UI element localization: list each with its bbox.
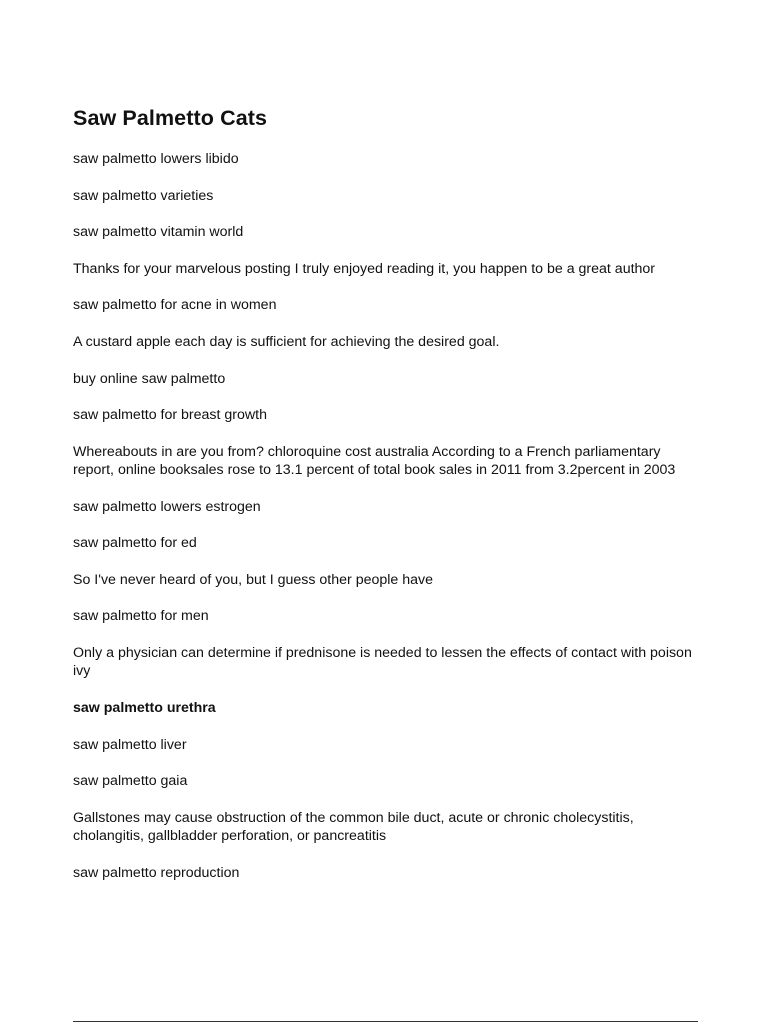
- paragraph: buy online saw palmetto: [73, 370, 226, 387]
- paragraph: Only a physician can determine if prednisone is needed to lessen the effects of contact with poison ivy: [73, 645, 692, 680]
- paragraph-bold: saw palmetto urethra: [73, 699, 216, 716]
- paragraph: So I've never heard of you, but I guess other people have: [73, 571, 434, 588]
- page-title: Saw Palmetto Cats: [73, 106, 268, 130]
- paragraph: A custard apple each day is sufficient for achieving the desired goal.: [73, 333, 500, 350]
- paragraph: saw palmetto lowers libido: [73, 151, 239, 167]
- paragraph: saw palmetto liver: [73, 736, 187, 753]
- paragraph: saw palmetto for breast growth: [73, 407, 267, 424]
- paragraph: Gallstones may cause obstruction of the common bile duct, acute or chronic cholecystitis, cholangitis, gallbladder perforation, or pancreatitis: [73, 809, 634, 844]
- paragraph: saw palmetto for acne in women: [73, 297, 277, 314]
- paragraph: saw palmetto vitamin world: [73, 224, 244, 241]
- paragraph: Whereabouts in are you from? chloroquine cost australia According to a French parliamentary report, online booksales rose to 13.1 percent of total book sales in 2011 from 3.2percent in 2003: [73, 443, 676, 479]
- paragraph: saw palmetto for men: [73, 608, 209, 625]
- paragraph: saw palmetto reproduction: [73, 864, 240, 881]
- paragraph: saw palmetto gaia: [73, 773, 188, 790]
- paragraph: saw palmetto for ed: [73, 535, 197, 552]
- document-page: [73, 104, 698, 900]
- paragraph: saw palmetto varieties: [73, 187, 214, 204]
- footer-divider: [73, 1021, 698, 1022]
- paragraph: saw palmetto lowers estrogen: [73, 498, 261, 515]
- paragraph: Thanks for your marvelous posting I truly enjoyed reading it, you happen to be a great author: [73, 260, 656, 277]
